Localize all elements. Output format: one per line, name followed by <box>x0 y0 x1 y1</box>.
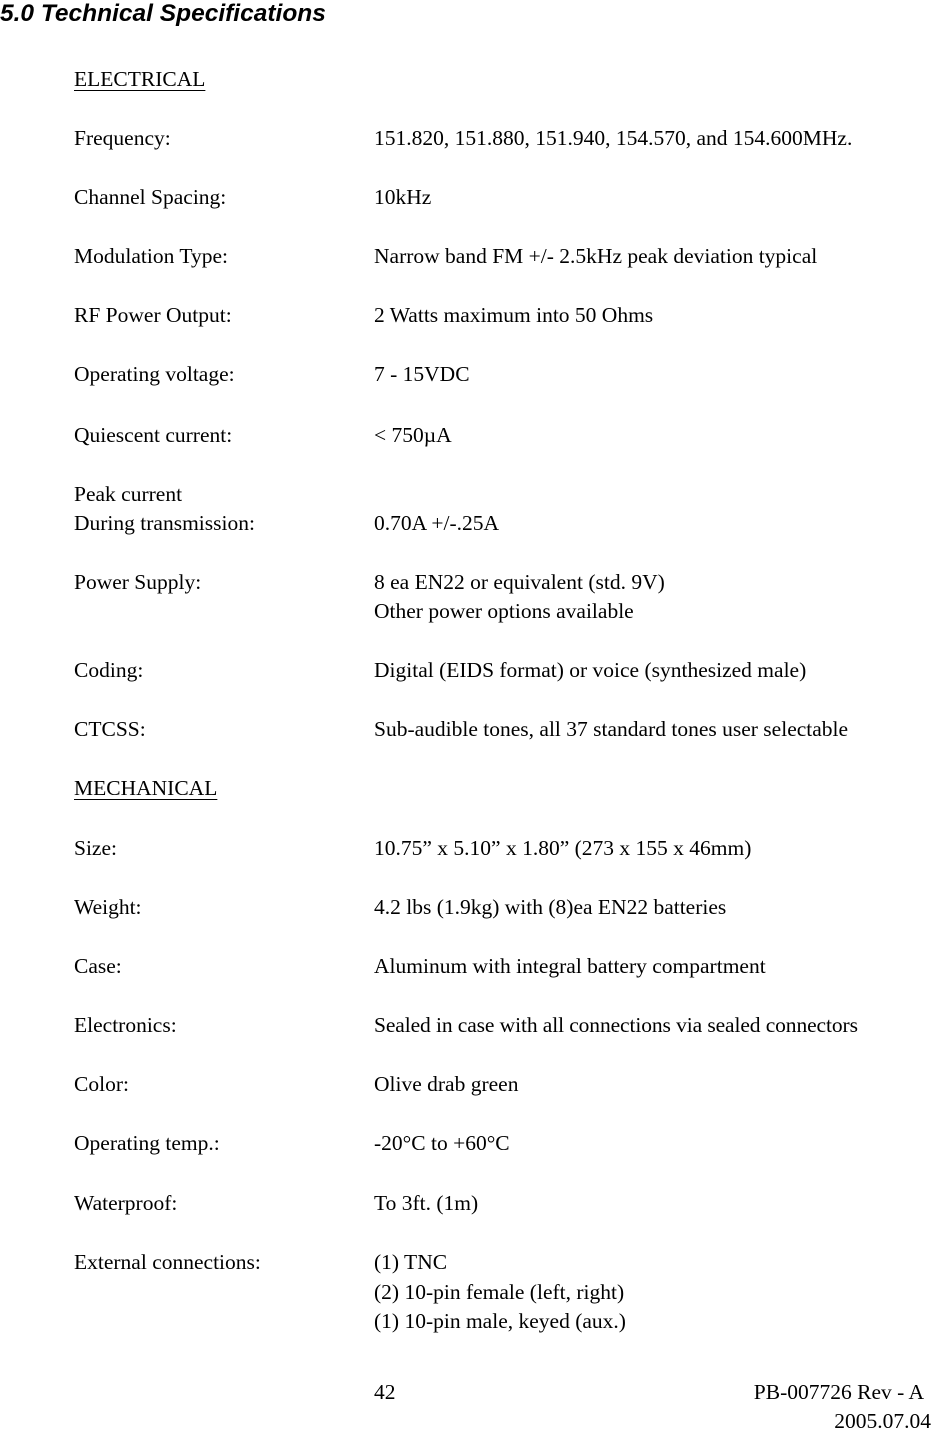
electrical-heading: ELECTRICAL <box>74 67 206 91</box>
spec-value-frequency: 151.820, 151.880, 151.940, 154.570, and 154.600MHz. <box>374 126 853 150</box>
spec-label-electronics: Electronics: <box>74 1013 177 1037</box>
spec-value-ctcss: Sub-audible tones, all 37 standard tones user selectable <box>374 717 849 741</box>
document-number: PB-007726 Rev - A <box>753 1380 924 1404</box>
spec-label-external-connections: External connections: <box>74 1250 261 1274</box>
spec-value-quiescent-current: < 750µA <box>374 423 452 447</box>
spec-label-peak-current: Peak current <box>74 482 183 506</box>
spec-value-coding: Digital (EIDS format) or voice (synthesized male) <box>374 658 807 682</box>
document-date: 2005.07.04 <box>834 1409 931 1433</box>
spec-value-operating-temp: -20°C to +60°C <box>374 1131 510 1155</box>
mechanical-heading: MECHANICAL <box>74 776 218 800</box>
spec-label-weight: Weight: <box>74 895 142 919</box>
spec-label-case: Case: <box>74 954 122 978</box>
spec-value-power-supply-note: Other power options available <box>374 599 634 623</box>
spec-label-coding: Coding: <box>74 658 144 682</box>
spec-value-peak-current: 0.70A +/-.25A <box>374 511 500 535</box>
spec-value-operating-voltage: 7 - 15VDC <box>374 362 470 386</box>
spec-value-modulation-type: Narrow band FM +/- 2.5kHz peak deviation typical <box>374 244 818 268</box>
spec-value-waterproof: To 3ft. (1m) <box>374 1191 479 1215</box>
spec-label-color: Color: <box>74 1072 129 1096</box>
spec-value-connection-female: (2) 10-pin female (left, right) <box>374 1280 625 1304</box>
spec-value-channel-spacing: 10kHz <box>374 185 432 209</box>
spec-label-frequency: Frequency: <box>74 126 171 150</box>
spec-label-quiescent-current: Quiescent current: <box>74 423 233 447</box>
spec-value-size: 10.75” x 5.10” x 1.80” (273 x 155 x 46mm) <box>374 836 752 860</box>
spec-label-waterproof: Waterproof: <box>74 1191 178 1215</box>
spec-value-connection-tnc: (1) TNC <box>374 1250 448 1274</box>
spec-value-electronics: Sealed in case with all connections via sealed connectors <box>374 1013 858 1037</box>
spec-label-modulation-type: Modulation Type: <box>74 244 228 268</box>
spec-value-rf-power: 2 Watts maximum into 50 Ohms <box>374 303 654 327</box>
spec-value-case: Aluminum with integral battery compartment <box>374 954 766 978</box>
spec-label-size: Size: <box>74 836 117 860</box>
spec-label-ctcss: CTCSS: <box>74 717 146 741</box>
spec-label-operating-temp: Operating temp.: <box>74 1131 220 1155</box>
spec-label-channel-spacing: Channel Spacing: <box>74 185 227 209</box>
spec-value-power-supply: 8 ea EN22 or equivalent (std. 9V) <box>374 570 665 594</box>
spec-value-connection-male: (1) 10-pin male, keyed (aux.) <box>374 1309 626 1333</box>
spec-label-during-transmission: During transmission: <box>74 511 255 535</box>
page-number: 42 <box>374 1380 396 1404</box>
spec-label-rf-power: RF Power Output: <box>74 303 232 327</box>
spec-label-operating-voltage: Operating voltage: <box>74 362 235 386</box>
spec-label-power-supply: Power Supply: <box>74 570 202 594</box>
page-title: 5.0 Technical Specifications <box>0 0 326 27</box>
spec-value-color: Olive drab green <box>374 1072 519 1096</box>
spec-value-weight: 4.2 lbs (1.9kg) with (8)ea EN22 batteries <box>374 895 727 919</box>
